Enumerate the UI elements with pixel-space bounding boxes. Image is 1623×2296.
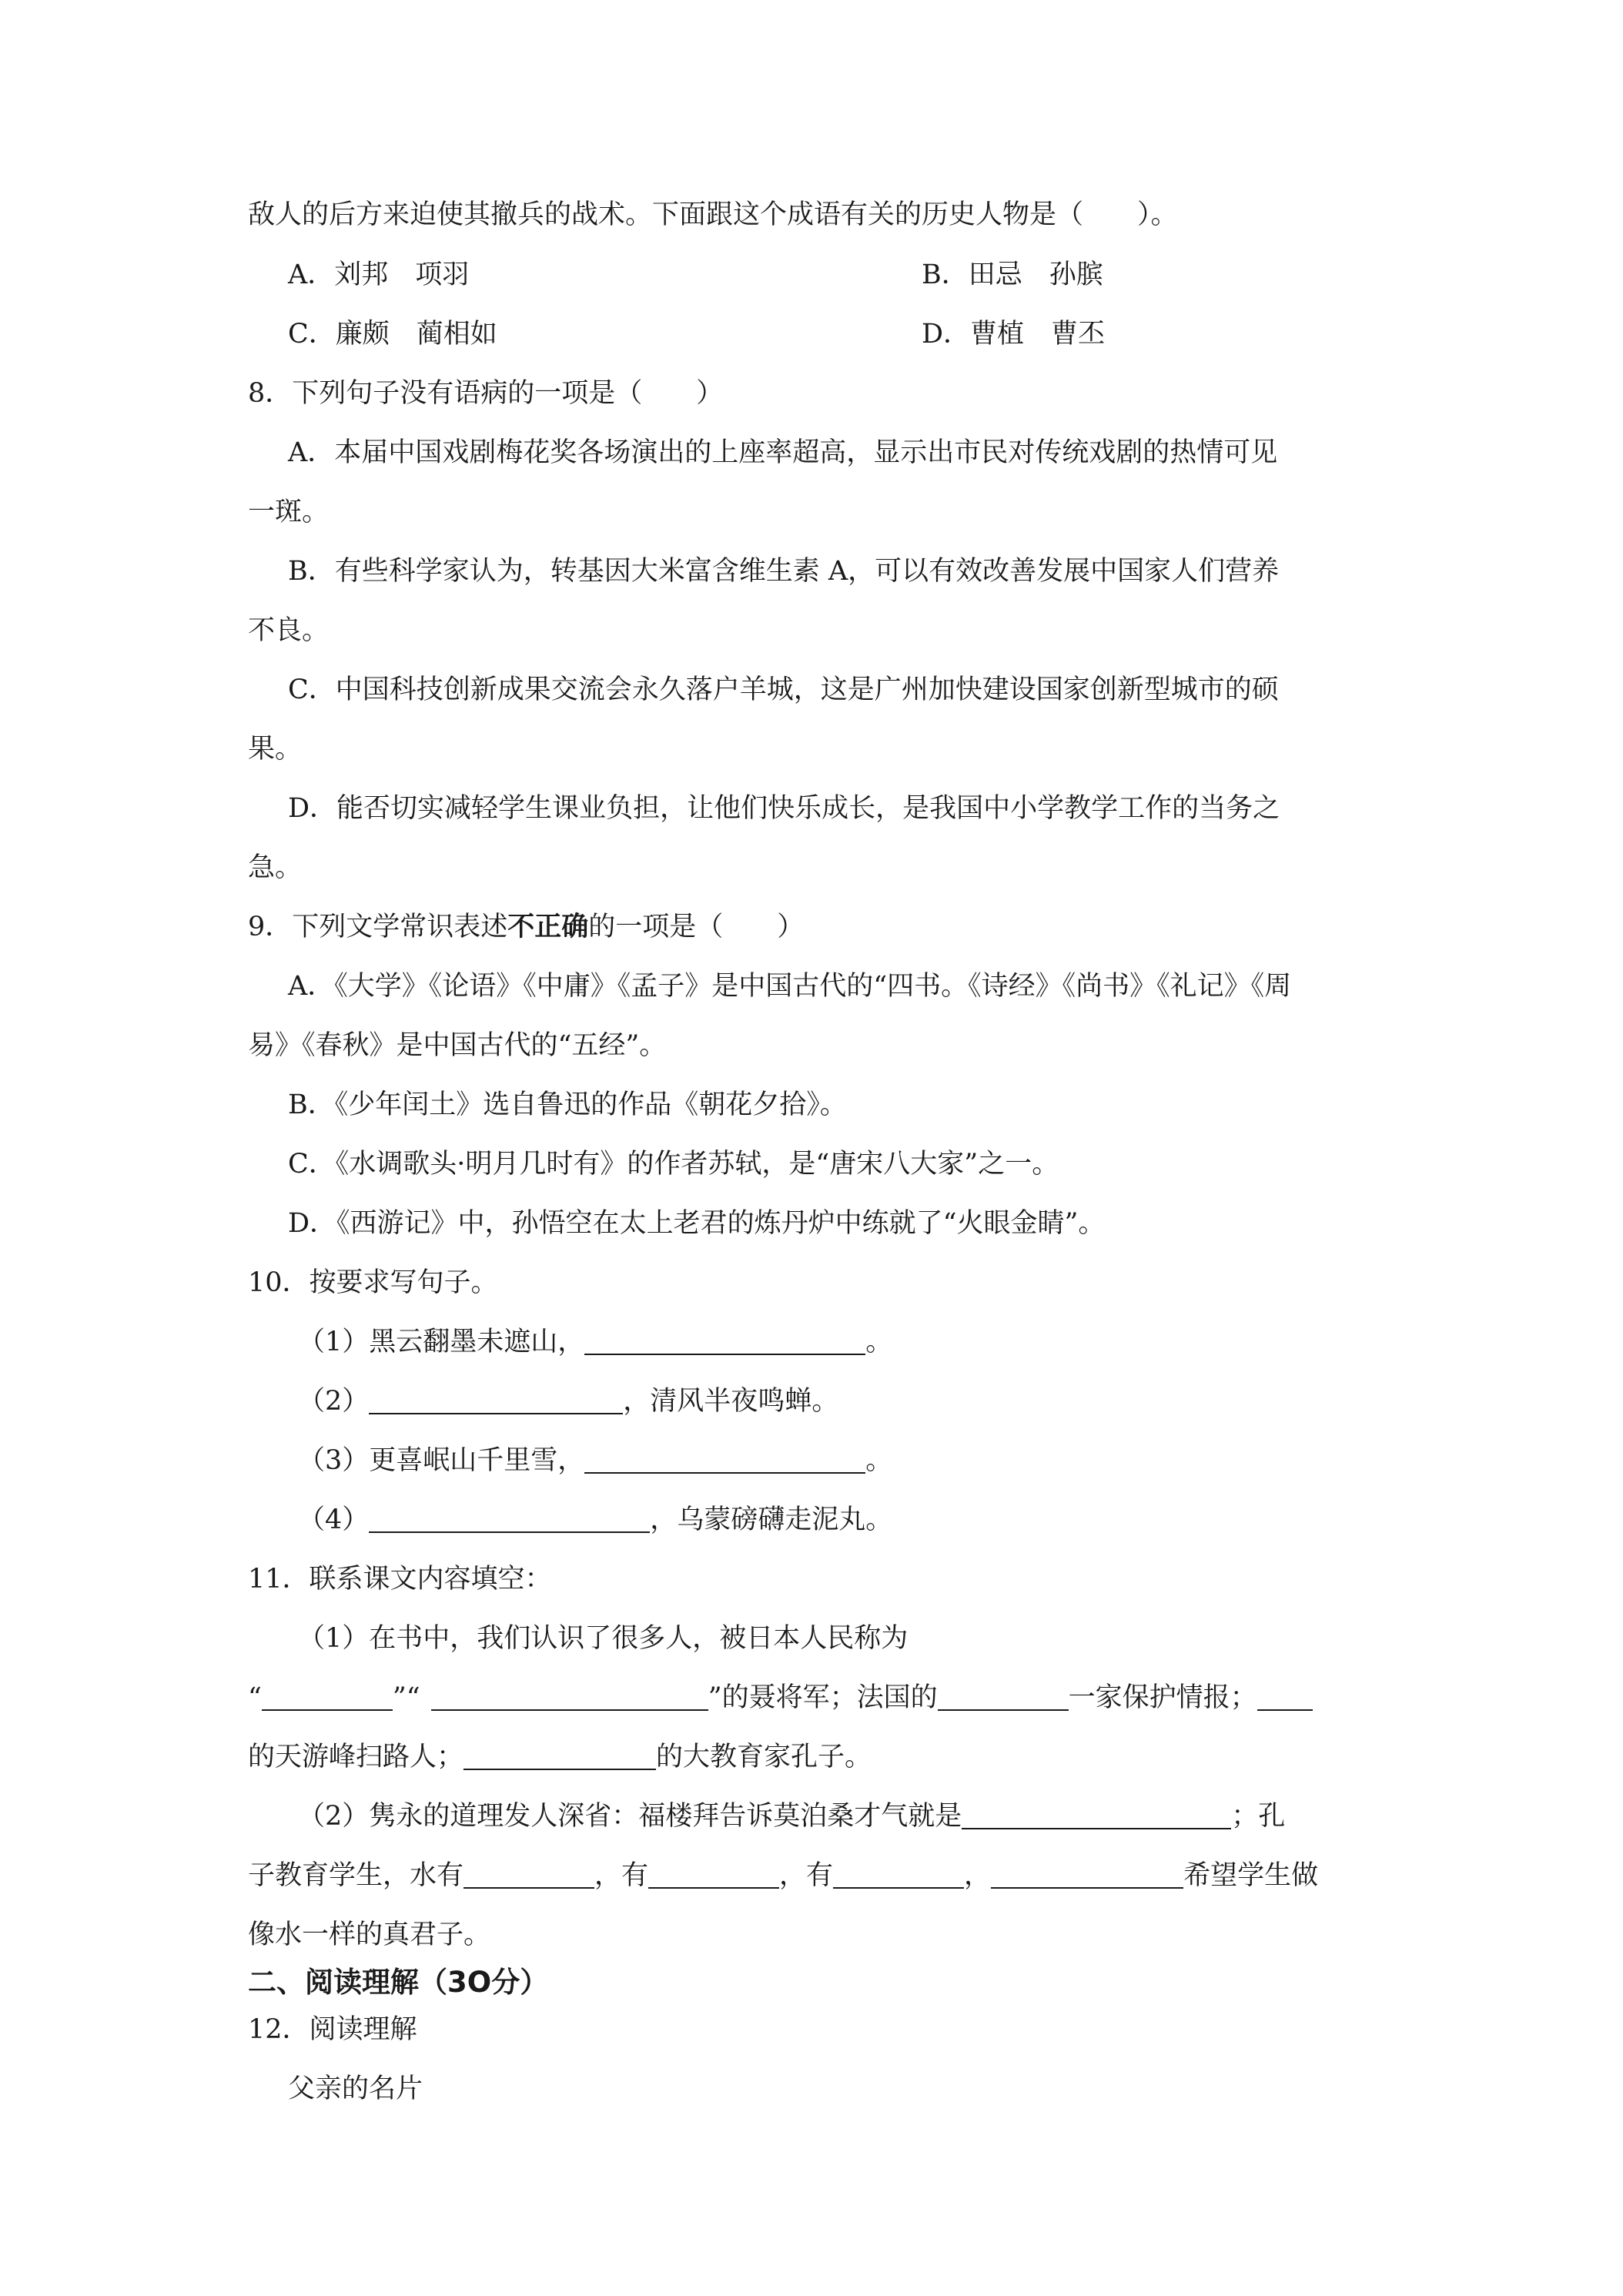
q11-part2-line2: [248, 1857, 1318, 1894]
q10-s3-suffix: 。: [865, 1445, 893, 1476]
q11-text-comma: ，: [964, 1860, 992, 1891]
q11-text-hope: 希望学生做: [1183, 1860, 1319, 1891]
q10-s4-blank[interactable]: [369, 1505, 650, 1533]
q11-text-you2: ，有: [779, 1860, 834, 1891]
q11-text-kong: ；孔: [1231, 1801, 1286, 1832]
q8-option-a-line1: A．本届中国戏剧梅花奖各场演出的上座率超高，显示出市民对传统戏剧的热情可见: [288, 437, 1278, 468]
q7-option-a: A．刘邦 项羽: [288, 259, 470, 290]
q11-stem: 11．联系课文内容填空：: [248, 1564, 552, 1595]
q10-sentence-2: [298, 1383, 838, 1420]
q10-s4-suffix: ，乌蒙磅礴走泥丸。: [650, 1504, 893, 1535]
q11-part2-line1: [298, 1798, 1285, 1835]
q9-option-d: D．《西游记》中，孙悟空在太上老君的炼丹炉中练就了“火眼金睛”。: [288, 1208, 1106, 1239]
q8-option-b-line2: 不良。: [248, 615, 330, 646]
q11-part2-line3: 像水一样的真君子。: [248, 1919, 491, 1950]
q10-sentence-1: [298, 1324, 892, 1361]
q11-blank-7[interactable]: [463, 1861, 594, 1889]
passage-title: 父亲的名片: [288, 2073, 423, 2104]
q9-option-c: C．《水调歌头·明月几时有》的作者苏轼，是“唐宋八大家”之一。: [288, 1149, 1059, 1180]
q7-stem-tail: 敌人的后方来迫使其撤兵的战术。下面跟这个成语有关的历史人物是（ ）。: [248, 199, 1178, 230]
q8-option-b-line1: B．有些科学家认为，转基因大米富含维生素 A，可以有效改善发展中国家人们营养: [288, 556, 1280, 587]
q8-option-c-line1: C．中国科技创新成果交流会永久落户羊城，这是广州加快建设国家创新型城市的硕: [288, 674, 1279, 705]
q10-s4-prefix: （4）: [298, 1504, 370, 1535]
q9-stem-post: 的一项是（ ）: [588, 912, 805, 942]
q10-s2-suffix: ，清风半夜鸣蝉。: [623, 1386, 839, 1417]
q7-option-d: D．曹植 曹丕: [922, 319, 1106, 350]
q11-blank-5[interactable]: [463, 1742, 656, 1770]
q11-text-confucius: 的大教育家孔子。: [656, 1742, 872, 1772]
q9-stem: [248, 909, 804, 946]
q11-text-flaubert: （2）隽永的道理发人深省：福楼拜告诉莫泊桑才气就是: [298, 1801, 962, 1832]
q10-s1-blank[interactable]: [584, 1327, 865, 1355]
q8-option-d-line2: 急。: [248, 852, 303, 883]
q7-option-c: C．廉颇 蔺相如: [288, 319, 497, 350]
q11-text-general: ”的聂将军；法国的: [708, 1682, 938, 1713]
q7-option-b: B．田忌 孙膑: [922, 259, 1103, 290]
q11-blank-10[interactable]: [991, 1861, 1183, 1889]
q10-sentence-4: [298, 1501, 892, 1538]
q11-text-water: 子教育学生，水有: [248, 1860, 464, 1891]
q9-option-b: B．《少年闰土》选自鲁迅的作品《朝花夕拾》。: [288, 1089, 847, 1120]
q11-blank-3[interactable]: [938, 1683, 1069, 1711]
q8-option-d-line1: D．能否切实减轻学生课业负担，让他们快乐成长，是我国中小学教学工作的当务之: [288, 793, 1280, 824]
q11-text-sweeper: 的天游峰扫路人；: [248, 1742, 464, 1772]
q11-blank-6[interactable]: [962, 1802, 1231, 1829]
q9-stem-emphasis: 不正确: [507, 911, 589, 942]
q10-s2-prefix: （2）: [298, 1386, 370, 1417]
q8-stem: 8．下列句子没有语病的一项是（ ）: [248, 378, 724, 409]
q12-stem: 12．阅读理解: [248, 2014, 417, 2045]
q10-s2-blank[interactable]: [369, 1387, 623, 1414]
q11-text-family: 一家保护情报；: [1068, 1682, 1257, 1713]
q11-blank-8[interactable]: [648, 1861, 779, 1889]
q11-blank-9[interactable]: [833, 1861, 964, 1889]
q11-part1-line1: （1）在书中，我们认识了很多人，被日本人民称为: [298, 1623, 909, 1654]
q10-s3-prefix: （3）更喜岷山千里雪，: [298, 1445, 585, 1476]
q11-quote-open: “: [248, 1682, 262, 1713]
q8-option-c-line2: 果。: [248, 734, 303, 765]
q10-s1-suffix: 。: [865, 1327, 893, 1357]
q11-part1-line2: [248, 1679, 1313, 1716]
q8-option-a-line2: 一斑。: [248, 497, 330, 527]
q10-s3-blank[interactable]: [584, 1446, 865, 1474]
q11-text-you1: ，有: [594, 1860, 649, 1891]
q9-option-a-line2: 易》《春秋》是中国古代的“五经”。: [248, 1030, 667, 1061]
q11-blank-1[interactable]: [262, 1683, 393, 1711]
section-heading: 二、阅读理解（3O分）: [248, 1966, 549, 1999]
q10-stem: 10．按要求写句子。: [248, 1267, 498, 1298]
q10-s1-prefix: （1）黑云翻墨未遮山，: [298, 1327, 585, 1357]
q10-sentence-3: [298, 1442, 892, 1479]
q9-stem-pre: 9．下列文学常识表述: [248, 912, 508, 942]
q11-blank-2[interactable]: [431, 1683, 708, 1711]
q11-part1-line3: [248, 1739, 872, 1776]
q9-option-a-line1: A．《大学》《论语》《中庸》《孟子》是中国古代的“四书。《诗经》《尚书》《礼记》《周: [288, 971, 1292, 1002]
q11-blank-4[interactable]: [1257, 1683, 1313, 1711]
q11-quote-mid: ”“: [392, 1682, 420, 1713]
